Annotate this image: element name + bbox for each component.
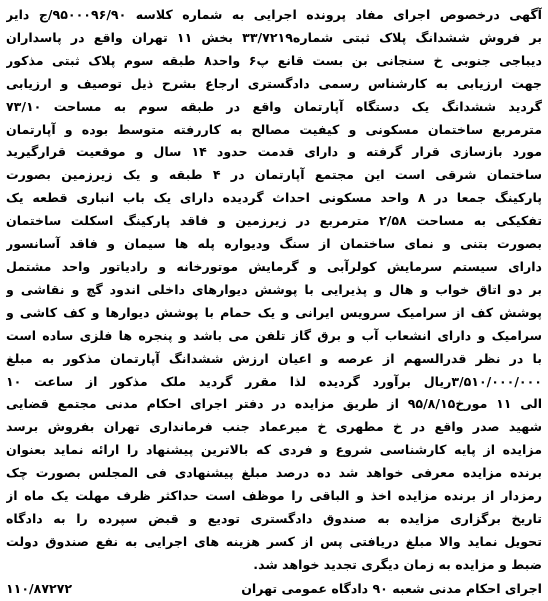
notice-line: تفکیکی به مساحت ۲/۵۸ مترمربع در زیرزمین و فاقد پارکینگ اسکلت ساختمان xyxy=(6,213,542,229)
notice-line: بصورت بتنی و نمای ساختمان از سنگ ودیواره پله ها سیمان و فاقد آسانسور xyxy=(6,236,542,252)
notice-line: برنده مزایده معرفی خواهد شد ده درصد مبلغ پیشنهادی فی المجلس بصورت چک xyxy=(6,465,542,481)
notice-line: آگهی درخصوص اجرای مفاد پرونده اجرایی به شماره کلاسه ۹۵۰۰۰۹۶/۹۰/ج دایر xyxy=(6,7,542,22)
notice-line: تاریخ برگزاری مزایده به صندوق دادگستری تودیع و قبض سپرده را به دادگاه xyxy=(6,510,542,526)
notice-line: ساختمان شرقی است این مجتمع آپارتمان در ۴ طبقه و یک زیرزمین بصورت xyxy=(6,167,542,183)
notice-line: رمزدار از برنده مزایده اخذ و الباقی را موظف است حداکثر ظرف مهلت یک ماه از xyxy=(6,488,542,504)
notice-line: مورد بازسازی قرار گرفته و دارای قدمت حدود ۱۴ سال و موقعیت قرارگیرید xyxy=(6,144,542,160)
notice-line: تحویل نماید والا مبلغ دریافتی پس از کسر هزینه های اجرایی به نفع صندوق دولت xyxy=(6,533,542,549)
notice-line: با در نظر قدرالسهم از عرصه و اعیان ارزش ششدانگ آپارتمان مذکور به مبلغ xyxy=(6,350,542,366)
notice-line: پارکینگ جمعا در ۸ واحد مسکونی احداث گردیده دارای یک باب انباری قطعه یک xyxy=(6,190,542,206)
notice-line: ۳/۵۱۰/۰۰۰/۰۰۰ریال برآورد گردیده لذا مقرر گردید ملک مذکور از ساعت ۱۰ xyxy=(6,373,542,389)
notice-line: سرامیک و دارای انشعاب آب و برق گاز تلفن می باشد و پنجره ها فلزی ساده است xyxy=(6,327,542,343)
notice-line: گردید ششدانگ یک دستگاه آپارتمان واقع در طبقه سوم به مساحت ۷۳/۱۰ xyxy=(6,98,542,114)
reference-number: ۱۱۰/۸۷۲۷۲ xyxy=(6,580,73,596)
notice-line: دارای سیستم سرمایش کولرآبی و گرمایش موتورخانه و رادیاتور واحد مشتمل xyxy=(6,258,542,274)
notice-line: الی ۱۱ مورخ۹۵/۸/۱۵ از طریق مزایده در دفتر اجرای احکام مدنی مجتمع قضایی xyxy=(6,396,542,412)
notice-line: جهت ارزیابی به کارشناس رسمی دادگستری ارجاع بشرح ذیل توصیف و ارزیابی xyxy=(6,75,542,91)
notice-line: مزایده از پایه کارشناسی شروع و فردی که بالاترین پیشنهاد را ارائه نماید بعنوان xyxy=(6,442,542,458)
notice-footer xyxy=(6,578,542,601)
notice-line: شهید صدر واقع در خ مطهری خ میرعماد جنب فرمانداری تهران بفروش برسد xyxy=(6,419,542,435)
notice-line: ضبط و مزایده به زمان دیگری تجدید خواهد شد. xyxy=(253,556,542,572)
notice-line: بر دو اتاق خواب و هال و پذیرایی با پوشش دیوارهای داخلی اندود گچ و نقاشی و xyxy=(6,281,542,297)
notice-line: دیباجی جنوبی خ سنجانی بن بست قانع پ۶ واحد۸ طبقه سوم پلاک ثبتی مذکور xyxy=(6,52,542,68)
issuing-office: اجرای احکام مدنی شعبه ۹۰ دادگاه عمومی تهران xyxy=(241,580,542,596)
notice-line: پوشش کف از سرامیک سرویس ایرانی و یک حمام با پوشش دیوارها و کف کاشی و xyxy=(6,304,542,320)
notice-line: بر فروش ششدانگ پلاک ثبتی شماره۳۳/۷۲۱۹ بخش ۱۱ تهران واقع در پاسداران xyxy=(6,29,542,45)
notice-line: مترمربع ساختمان مسکونی و کیفیت مصالح به کاررفته متوسط بوده و آپارتمان xyxy=(6,121,542,137)
